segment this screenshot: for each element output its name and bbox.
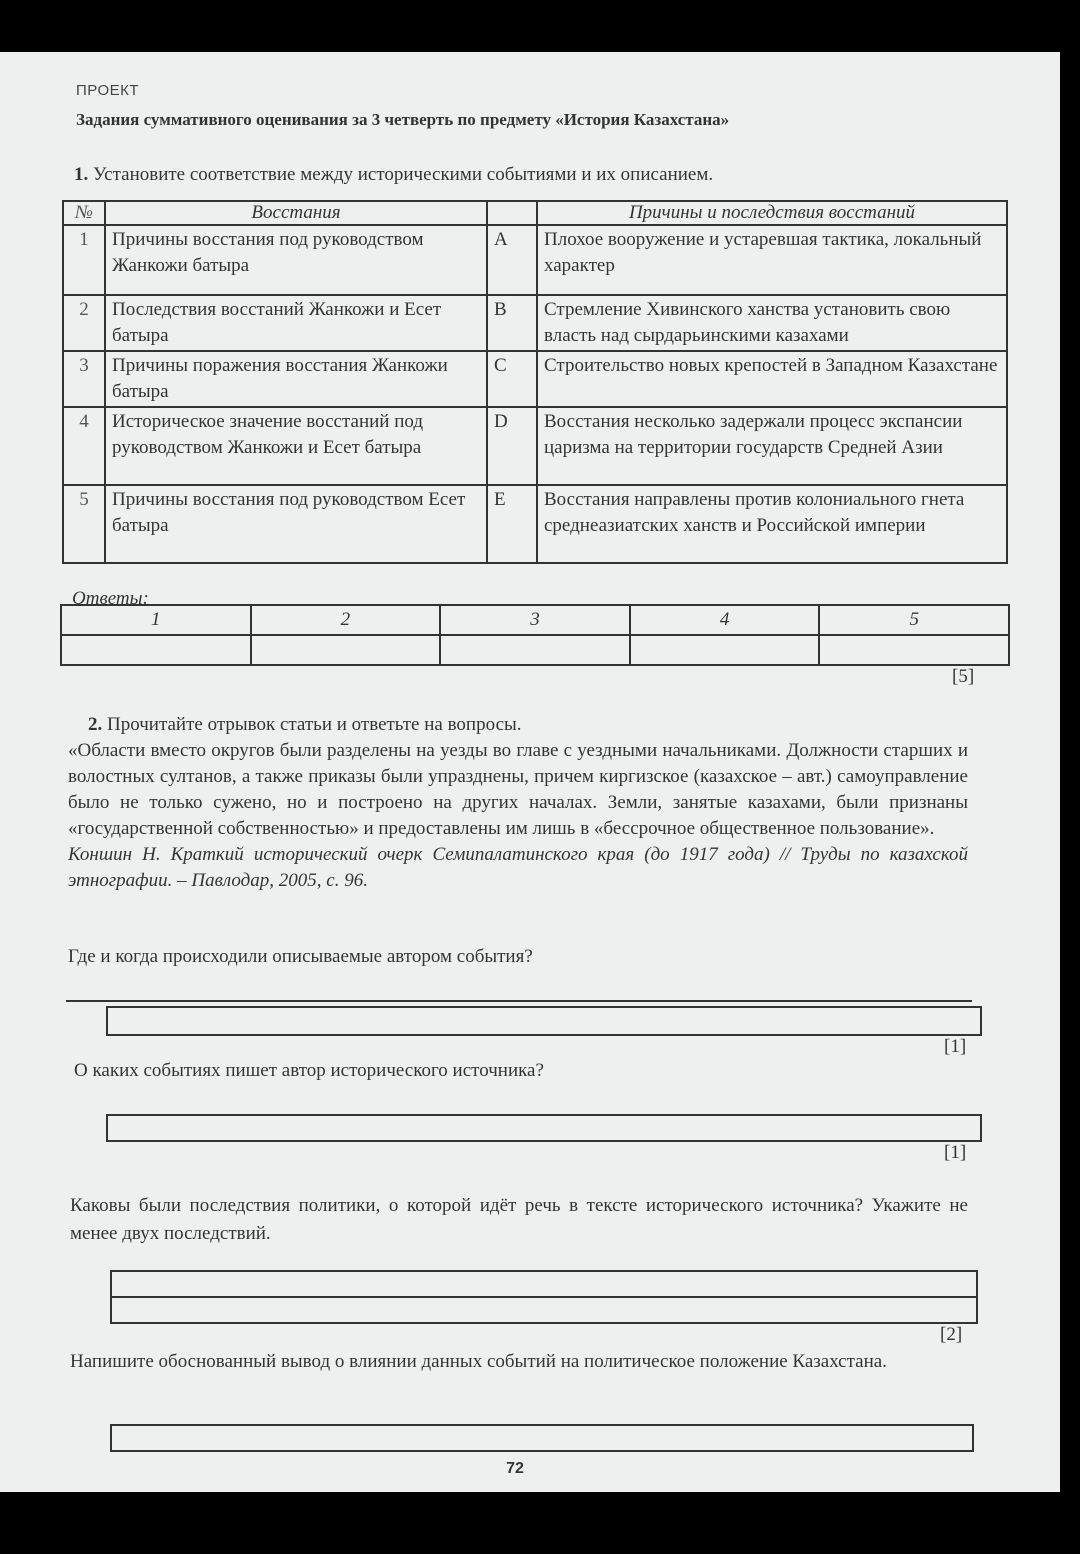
- answer-cell-1[interactable]: [61, 635, 251, 665]
- task1-text: Установите соответствие между историческими событиями и их описанием.: [93, 164, 714, 185]
- task2-number: 2.: [88, 714, 103, 735]
- row-event: Причины восстания под руководством Есет батыра: [105, 485, 487, 563]
- answer-cell-5[interactable]: [819, 635, 1009, 665]
- question-2-score: [1]: [944, 1142, 967, 1163]
- row-letter: B: [487, 295, 537, 351]
- answers-input-row: [61, 635, 1009, 665]
- row-letter: E: [487, 485, 537, 563]
- table-row: [63, 485, 1007, 563]
- task2-intro: Прочитайте отрывок статьи и ответьте на вопросы.: [107, 714, 522, 735]
- question-2: О каких событиях пишет автор исторического источника?: [74, 1060, 544, 1081]
- row-event: Историческое значение восстаний под руководством Жанкожи и Есет батыра: [105, 407, 487, 485]
- header-num: №: [63, 201, 105, 225]
- document-page: [0, 52, 1060, 1492]
- row-description: Стремление Хивинского ханства установить свою власть над сырдарьинскими казахами: [537, 295, 1007, 351]
- task2-prompt: [68, 712, 968, 738]
- question-1: Где и когда происходили описываемые автором события?: [68, 946, 533, 967]
- question-4: Напишите обоснованный вывод о влиянии данных событий на политическое положение Казахстана.: [70, 1351, 887, 1372]
- row-description: Восстания несколько задержали процесс экспансии царизма на территории государств Средней Азии: [537, 407, 1007, 485]
- table-row: [63, 295, 1007, 351]
- answer-box-1[interactable]: [106, 1006, 982, 1036]
- answers-label: Ответы:: [72, 588, 149, 609]
- table-row: [63, 225, 1007, 295]
- row-num: 5: [63, 485, 105, 563]
- answer-box-3b[interactable]: [110, 1296, 978, 1324]
- table-row: [63, 351, 1007, 407]
- answer-col-3: 3: [440, 605, 630, 635]
- row-letter: D: [487, 407, 537, 485]
- header-causes: Причины и последствия восстаний: [537, 201, 1007, 225]
- answer-col-2: 2: [251, 605, 441, 635]
- question-3-score: [2]: [940, 1324, 963, 1345]
- page-number: 72: [506, 1460, 524, 1477]
- row-description: Плохое вооружение и устаревшая тактика, локальный характер: [537, 225, 1007, 295]
- row-event: Последствия восстаний Жанкожи и Есет батыра: [105, 295, 487, 351]
- question-1-score: [1]: [944, 1036, 967, 1057]
- task1-prompt: [74, 164, 713, 186]
- task2-source: Коншин Н. Краткий исторический очерк Семипалатинского края (до 1917 года) // Труды по казахской этнографии. – Павлодар, 2005, с. 96.: [68, 844, 968, 891]
- answer-line: [66, 1000, 972, 1002]
- header-events: Восстания: [105, 201, 487, 225]
- task2-quote: «Области вместо округов были разделены на уезды во главе с уездными начальниками. Должности старших и волостных султанов, а также приказы были упразднены, причем киргизское (казахское – авт.) самоуправление было не только сужено, но и построено на других началах. Земли, занятые казахами, были признаны «государственной собственностью» и предоставлены им лишь в «бессрочное общественное пользование».: [68, 740, 968, 839]
- row-letter: C: [487, 351, 537, 407]
- row-description: Строительство новых крепостей в Западном Казахстане: [537, 351, 1007, 407]
- row-num: 3: [63, 351, 105, 407]
- answer-box-4[interactable]: [110, 1424, 974, 1452]
- header-letter: [487, 201, 537, 225]
- answer-box-3a[interactable]: [110, 1270, 978, 1298]
- answers-header-row: [61, 605, 1009, 635]
- answer-col-5: 5: [819, 605, 1009, 635]
- task1-number: 1.: [74, 164, 89, 185]
- answer-col-1: 1: [61, 605, 251, 635]
- row-num: 1: [63, 225, 105, 295]
- answer-cell-4[interactable]: [630, 635, 820, 665]
- answers-table: [60, 604, 1010, 666]
- matching-table: [62, 200, 1008, 564]
- answer-cell-2[interactable]: [251, 635, 441, 665]
- row-description: Восстания направлены против колониального гнета среднеазиатских ханств и Российской империи: [537, 485, 1007, 563]
- row-num: 4: [63, 407, 105, 485]
- page-title: Задания суммативного оценивания за 3 четверть по предмету «История Казахстана»: [76, 110, 730, 129]
- row-num: 2: [63, 295, 105, 351]
- answer-box-2[interactable]: [106, 1114, 982, 1142]
- row-letter: A: [487, 225, 537, 295]
- question-3: Каковы были последствия политики, о которой идёт речь в тексте исторического источника? Укажите не менее двух последствий.: [70, 1195, 968, 1244]
- matching-header-row: [63, 201, 1007, 225]
- task1-score: [5]: [952, 666, 975, 687]
- row-event: Причины поражения восстания Жанкожи батыра: [105, 351, 487, 407]
- answer-cell-3[interactable]: [440, 635, 630, 665]
- answer-col-4: 4: [630, 605, 820, 635]
- task2-block: [68, 712, 968, 894]
- row-event: Причины восстания под руководством Жанкожи батыра: [105, 225, 487, 295]
- draft-label: ПРОЕКТ: [76, 82, 140, 99]
- table-row: [63, 407, 1007, 485]
